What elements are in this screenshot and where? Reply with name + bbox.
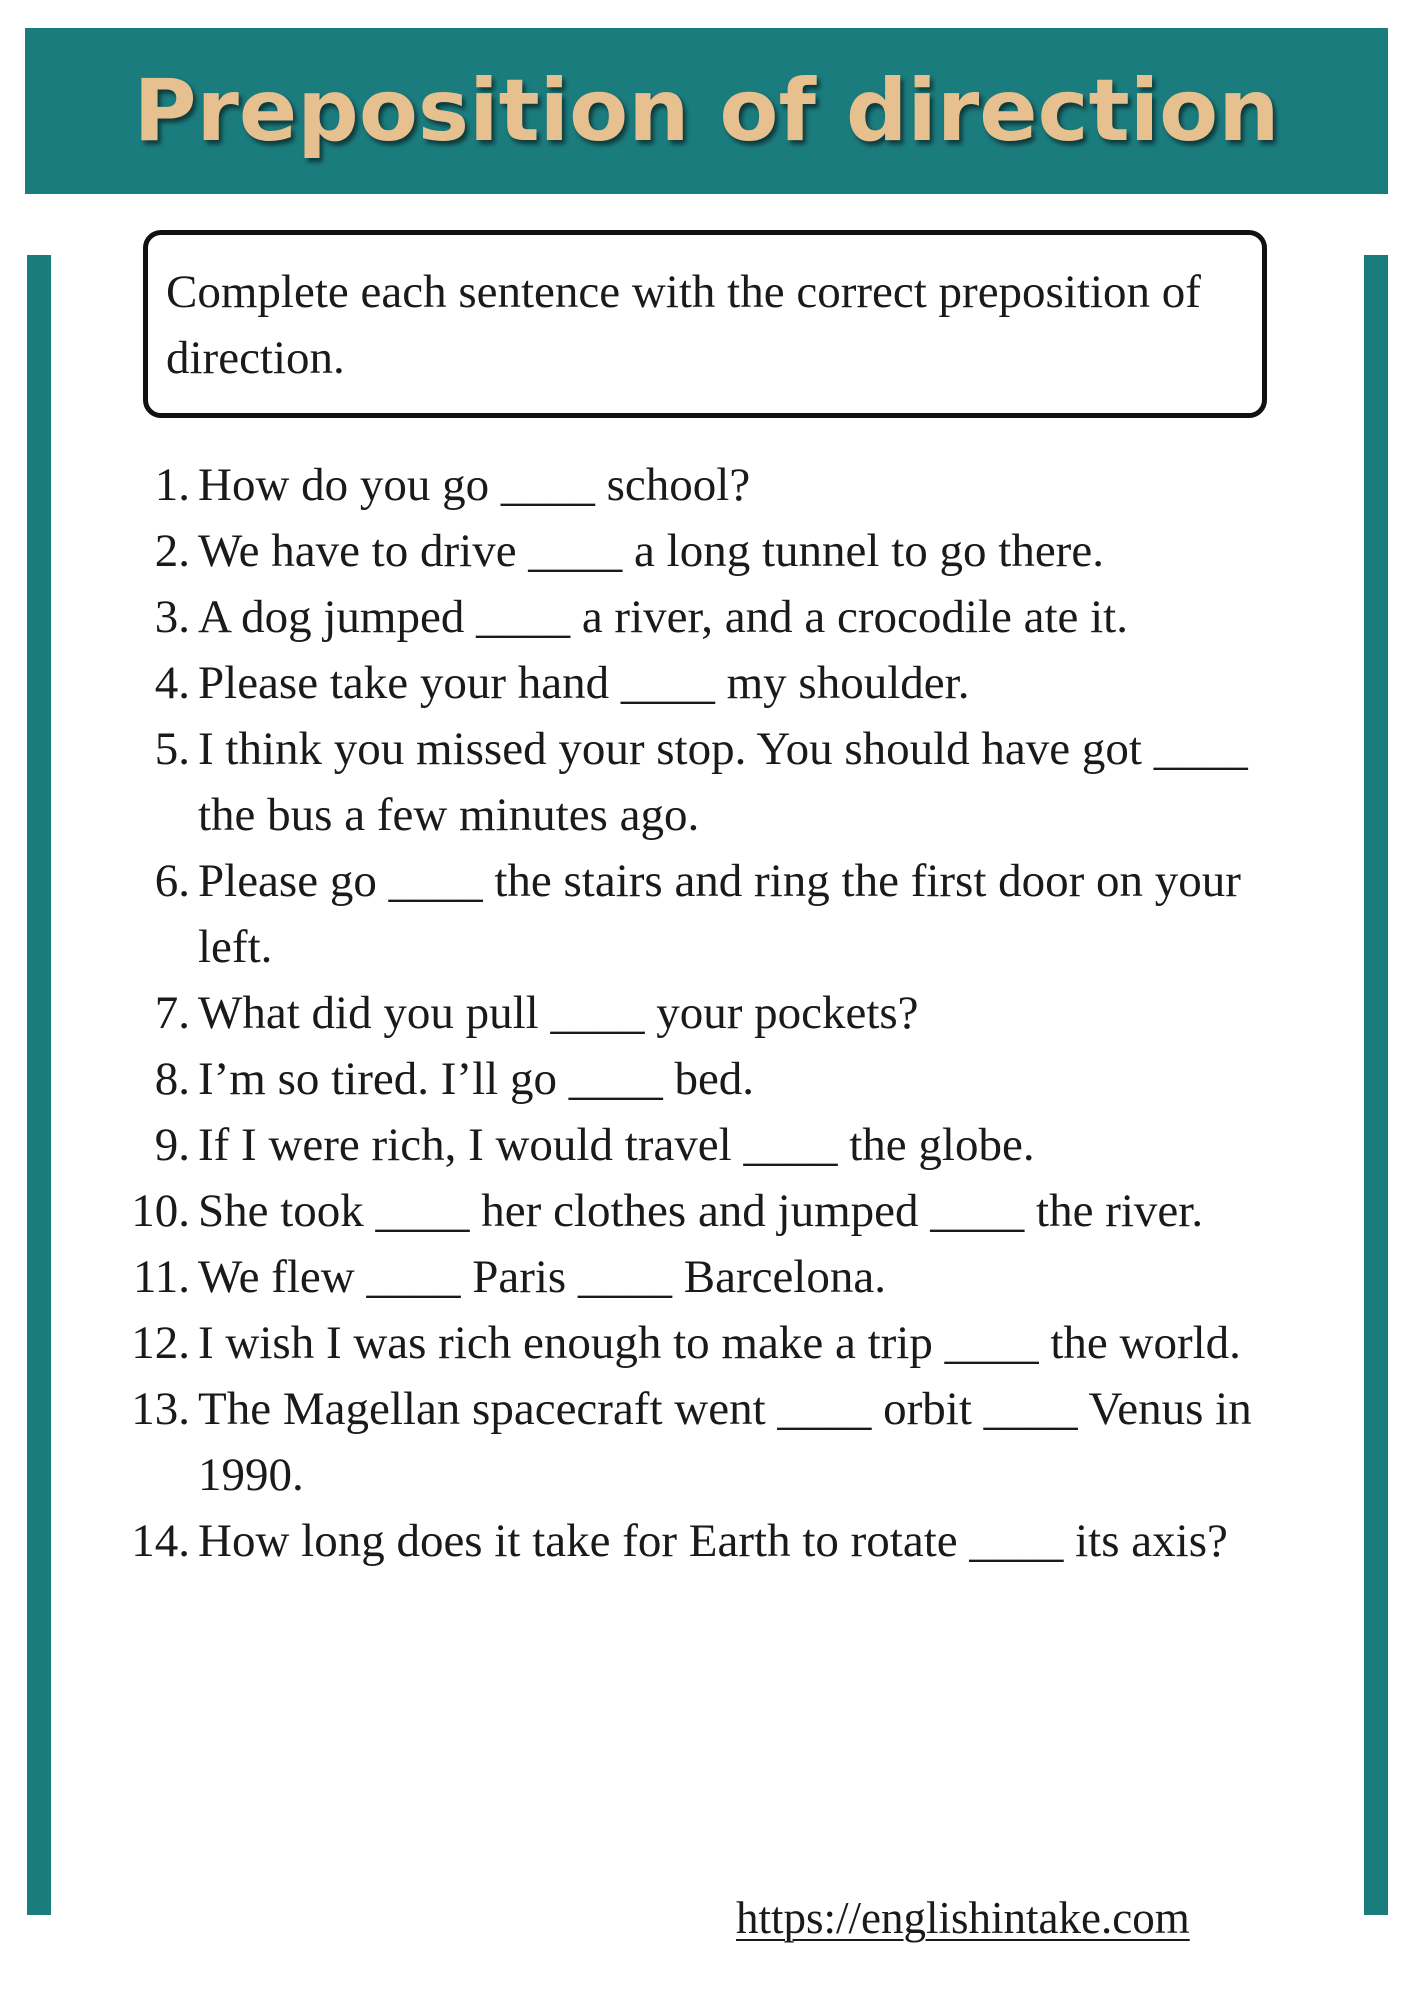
question-number: 5. (154, 723, 190, 775)
question-item (110, 1046, 1290, 1112)
source-link[interactable]: https://englishintake.com (736, 1893, 1190, 1943)
question-number: 10. (131, 1185, 190, 1237)
question-number: 7. (154, 987, 190, 1039)
question-text: She took ____ her clothes and jumped ____ the river. (198, 1185, 1204, 1237)
right-decorative-bar (1364, 255, 1388, 1915)
page-title: Preposition of direction (133, 61, 1280, 161)
instruction-text: Complete each sentence with the correct preposition of direction. (166, 266, 1201, 384)
question-item (110, 716, 1290, 848)
question-item (110, 848, 1290, 980)
question-item (110, 1178, 1290, 1244)
question-item (110, 584, 1290, 650)
question-number: 12. (131, 1317, 190, 1369)
question-text: I’m so tired. I’ll go ____ bed. (198, 1053, 755, 1105)
question-number: 8. (154, 1053, 190, 1105)
question-item (110, 1508, 1290, 1574)
question-text: Please go ____ the stairs and ring the first door on your left. (198, 855, 1241, 973)
question-list (110, 452, 1290, 1574)
question-item (110, 650, 1290, 716)
question-item (110, 1244, 1290, 1310)
question-text: How do you go ____ school? (198, 459, 751, 511)
question-text: A dog jumped ____ a river, and a crocodile ate it. (198, 591, 1128, 643)
question-text: We have to drive ____ a long tunnel to go there. (198, 525, 1104, 577)
question-number: 1. (154, 459, 190, 511)
question-item (110, 1112, 1290, 1178)
question-item (110, 980, 1290, 1046)
question-number: 3. (154, 591, 190, 643)
question-number: 6. (154, 855, 190, 907)
question-text: What did you pull ____ your pockets? (198, 987, 919, 1039)
question-number: 2. (154, 525, 190, 577)
question-item (110, 452, 1290, 518)
instruction-box (143, 230, 1267, 418)
question-number: 11. (132, 1251, 190, 1303)
question-item (110, 518, 1290, 584)
question-text: Please take your hand ____ my shoulder. (198, 657, 970, 709)
question-number: 14. (131, 1515, 190, 1567)
question-text: I wish I was rich enough to make a trip ____ the world. (198, 1317, 1241, 1369)
question-text: The Magellan spacecraft went ____ orbit ____ Venus in 1990. (198, 1383, 1252, 1501)
question-text: We flew ____ Paris ____ Barcelona. (198, 1251, 886, 1303)
question-text: How long does it take for Earth to rotate ____ its axis? (198, 1515, 1228, 1567)
question-item (110, 1310, 1290, 1376)
question-text: I think you missed your stop. You should have got ____ the bus a few minutes ago. (198, 723, 1248, 841)
question-item (110, 1376, 1290, 1508)
question-number: 13. (131, 1383, 190, 1435)
question-number: 4. (154, 657, 190, 709)
left-decorative-bar (27, 255, 51, 1915)
question-text: If I were rich, I would travel ____ the globe. (198, 1119, 1035, 1171)
title-banner (25, 28, 1388, 194)
question-number: 9. (154, 1119, 190, 1171)
